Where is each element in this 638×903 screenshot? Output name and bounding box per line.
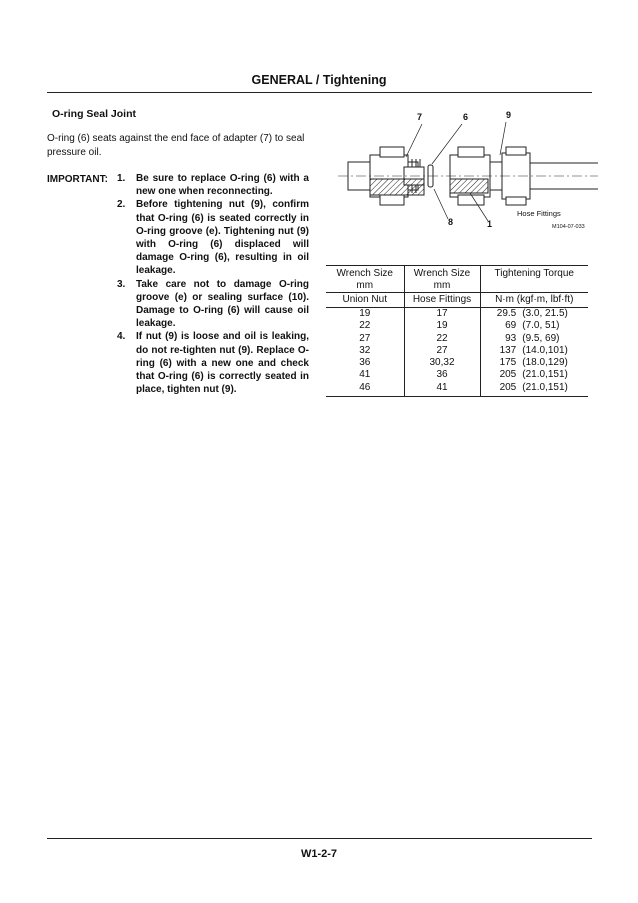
important-item — [117, 330, 309, 396]
intro-paragraph: O-ring (6) seats against the end face of adapter (7) to seal pressure oil. — [47, 133, 305, 158]
torque-alt-units: (7.0, 51) — [522, 320, 560, 332]
table-row — [326, 308, 588, 321]
callout-oring-6: 6 — [463, 112, 469, 122]
page-title: GENERAL / Tightening — [251, 73, 387, 87]
table-row — [326, 357, 588, 369]
cell-torque — [480, 308, 588, 321]
cell-torque — [480, 333, 588, 345]
cell-torque — [480, 382, 588, 397]
item-number: 2. — [117, 199, 126, 211]
subheader-units: N·m (kgf·m, lbf·ft) — [480, 293, 588, 308]
cell-hose-fittings: 22 — [404, 333, 480, 345]
cell-union-nut: 22 — [359, 320, 371, 332]
item-number: 3. — [117, 278, 126, 290]
cell-union-nut: 32 — [359, 344, 371, 356]
torque-nm: 205 — [499, 381, 517, 393]
figure-id: M104-07-033 — [552, 224, 585, 230]
important-label: IMPORTANT: — [47, 174, 108, 185]
header-tightening-torque: Tightening Torque — [480, 266, 588, 293]
cell-hose-fittings: 41 — [404, 382, 480, 397]
cell-union-nut: 36 — [359, 357, 371, 369]
important-item — [117, 172, 309, 198]
page-number: W1-2-7 — [300, 848, 338, 860]
header-wrench-size-hose — [404, 266, 480, 293]
cell-torque — [480, 345, 588, 357]
cell-union-nut: 41 — [359, 369, 371, 381]
header-wrench-size-union — [326, 266, 404, 293]
torque-nm: 175 — [499, 357, 517, 369]
torque-nm: 205 — [499, 369, 517, 381]
header-rule — [47, 92, 592, 93]
important-item — [117, 198, 309, 277]
table-row — [326, 345, 588, 357]
cell-hose-fittings: 36 — [404, 369, 480, 381]
cell-union-nut: 19 — [359, 308, 371, 319]
torque-alt-units: (18.0,129) — [522, 357, 568, 369]
important-list — [117, 172, 309, 396]
figure-caption: Hose Fittings — [517, 209, 561, 218]
callout-8: 8 — [448, 217, 454, 227]
tightening-torque-table — [326, 265, 588, 397]
torque-alt-units: (9.5, 69) — [522, 332, 560, 344]
item-text: If nut (9) is loose and oil is leaking, do not re-tighten nut (9). Replace O-ring (6) with a new one and check that O-ring (6) is correctly seated in place, tighten nut (9). — [136, 331, 309, 396]
subheader-union-nut: Union Nut — [326, 293, 404, 308]
cell-hose-fittings: 19 — [404, 320, 480, 332]
callout-1: 1 — [487, 219, 493, 229]
torque-alt-units: (21.0,151) — [522, 381, 568, 393]
table-subheader-row — [326, 293, 588, 308]
cell-hose-fittings: 27 — [404, 345, 480, 357]
cell-torque — [480, 320, 588, 332]
item-number: 1. — [117, 173, 126, 184]
section-title: O-ring Seal Joint — [52, 108, 137, 120]
torque-alt-units: (21.0,151) — [522, 369, 568, 381]
footer-rule — [47, 838, 592, 839]
item-number: 4. — [117, 331, 126, 343]
table-header-row — [326, 266, 588, 293]
torque-nm: 93 — [505, 332, 517, 344]
cell-torque — [480, 357, 588, 369]
header-line: Wrench Size — [413, 268, 471, 279]
cell-union-nut: 46 — [326, 382, 404, 397]
header-line: mm — [356, 280, 374, 291]
table-row — [326, 333, 588, 345]
cell-union-nut: 27 — [359, 332, 371, 344]
torque-nm: 29.5 — [496, 308, 517, 319]
table-row — [326, 382, 588, 397]
item-text: Before tightening nut (9), confirm that O-ring (6) is seated correctly in O-ring groove (e). Tightening nut (9) with O-ring (6) displaced will damage O-ring (6), resulting in oil leakage. — [136, 199, 309, 277]
subheader-hose-fittings: Hose Fittings — [404, 293, 480, 308]
callout-adapter-7: 7 — [417, 112, 423, 122]
cell-torque — [480, 369, 588, 381]
torque-nm: 69 — [505, 320, 517, 332]
cell-hose-fittings: 30,32 — [404, 357, 480, 369]
table-row — [326, 369, 588, 381]
callout-nut-9: 9 — [506, 110, 512, 120]
header-line: mm — [433, 280, 451, 291]
table-row — [326, 320, 588, 332]
oring-joint-figure — [330, 107, 600, 237]
torque-alt-units: (3.0, 21.5) — [522, 308, 568, 319]
header-line: Wrench Size — [336, 268, 393, 279]
torque-nm: 137 — [499, 344, 517, 356]
item-text: Be sure to replace O-ring (6) with a new one when reconnecting. — [136, 173, 309, 198]
important-item — [117, 278, 309, 331]
cell-hose-fittings: 17 — [404, 308, 480, 321]
item-text: Take care not to damage O-ring groove (e) or sealing surface (10). Damage to O-ring (6) will cause oil leakage. — [136, 278, 309, 330]
torque-alt-units: (14.0,101) — [522, 344, 568, 356]
